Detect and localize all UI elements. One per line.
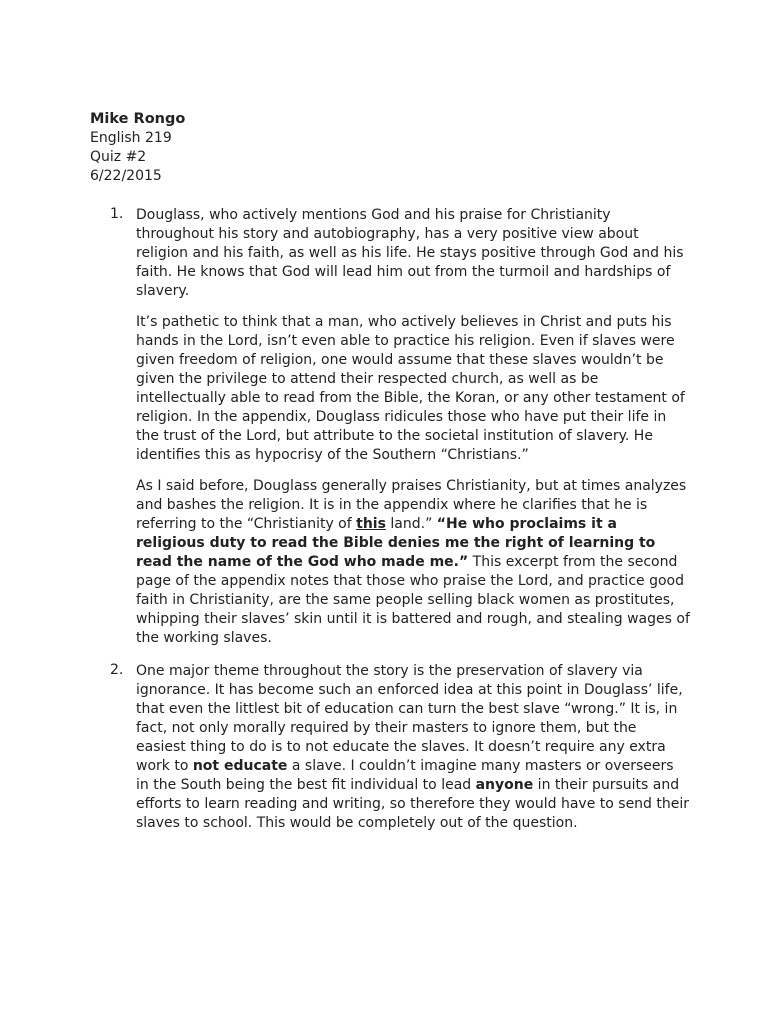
answer-number: 1. [110,206,124,222]
paragraph-text: As I said before, Douglass generally praises Christianity, but at times analyzes and bashes the religion. It is in the appendix where he clarifies that he is referring to the “Christianity of [136,478,687,532]
answer-number: 2. [110,662,124,678]
answer-item-2 [90,662,690,833]
answer-1-paragraph-3 [136,477,690,648]
paragraph-text: a slave. I couldn’t imagine many masters or overseers in the South being the best fit individual to lead [136,758,674,793]
author-name: Mike Rongo [90,111,186,127]
answer-1-paragraph-1: Douglass, who actively mentions God and his praise for Christianity throughout his story and autobiography, has a very positive view about religion and his faith, as well as his life. He stays positive through God and his faith. He knows that God will lead him out from the turmoil and hardships of slavery. [136,207,684,299]
paragraph-text: land.” [385,516,437,532]
assignment-title: Quiz #2 [90,149,147,165]
document-page [90,110,690,847]
paragraph-text: in their pursuits and efforts to learn reading and writing, so therefore they would have to send their slaves to school. This would be completely out of the question. [136,777,690,831]
bold-word: anyone [475,777,534,793]
bold-phrase: not educate [192,758,288,774]
emphasized-word: this [356,516,386,532]
answer-1-paragraph-2: It’s pathetic to think that a man, who actively believes in Christ and puts his hands in the Lord, isn’t even able to practice his religion. Even if slaves were given freedom of religion, one would assume that these slaves wouldn’t be given the privilege to attend their respected church, as well as be intellectually able to read from the Bible, the Koran, or any other testament of religion. In the appendix, Douglass ridicules those who have put their life in the trust of the Lord, but attribute to the societal institution of slavery. He identifies this as hypocrisy of the Southern “Christians.” [136,314,685,463]
document-date: 6/22/2015 [90,168,162,184]
answer-2-paragraph-1 [136,662,690,833]
douglass-quote: “He who proclaims it a religious duty to read the Bible denies me the right of learning to read the name of the God who made me.” [136,516,656,570]
course-name: English 219 [90,130,172,146]
answer-item-1 [90,206,690,648]
paragraph-text: This excerpt from the second page of the appendix notes that those who praise the Lord, and practice good faith in Christianity, are the same people selling black women as prostitutes, whipping their slaves’ skin until it is battered and rough, and stealing wages of the working slaves. [136,554,690,646]
paragraph-text: One major theme throughout the story is the preservation of slavery via ignorance. It has become such an enforced idea at this point in Douglass’ life, that even the littlest bit of education can turn the best slave “wrong.” It is, in fact, not only morally required by their masters to ignore them, but the easiest thing to do is to not educate the slaves. It doesn’t require any extra work to [136,663,683,774]
answer-list [90,206,690,833]
